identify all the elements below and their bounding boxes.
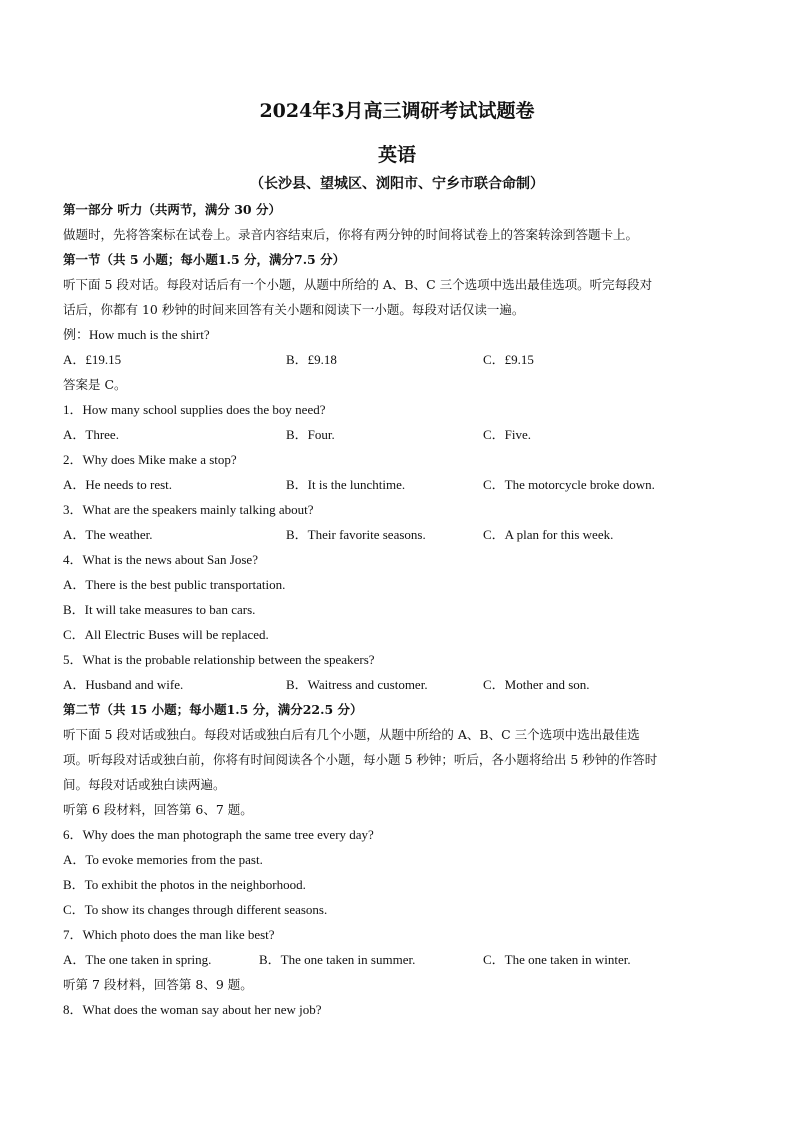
section2-instruction-line2: 项。听每段对话或独白前，你将有时间阅读各个小题，每小题 5 秒钟；听后，各小题将给出 5 秒钟的作答时: [63, 752, 658, 767]
question-7: 7．Which photo does the man like best?: [63, 927, 275, 942]
section2-heading: 第二节（共 15 小题；每小题1.5 分，满分22.5 分）: [63, 702, 363, 717]
q1-option-c: C．Five.: [483, 427, 532, 442]
example-options: [63, 347, 735, 372]
q7-option-c: C．The one taken in winter.: [483, 952, 631, 967]
q2-option-c: C．The motorcycle broke down.: [483, 477, 655, 492]
section1-heading: 第一节（共 5 小题；每小题1.5 分，满分7.5 分）: [63, 252, 346, 267]
q5-option-a: A．Husband and wife.: [63, 677, 184, 692]
q2-option-b: B．It is the lunchtime.: [286, 477, 406, 492]
question-4: 4．What is the news about San Jose?: [63, 552, 258, 567]
part1-heading: 第一部分 听力（共两节，满分 30 分）: [63, 202, 281, 217]
exam-title: 2024年3月高三调研考试试题卷: [259, 100, 535, 122]
question-7-options: [63, 947, 735, 972]
example-answer: 答案是 C。: [63, 377, 127, 392]
q6-option-c: C．To show its changes through different seasons.: [63, 902, 328, 917]
question-2-options: [63, 472, 735, 497]
q6-option-b: B．To exhibit the photos in the neighborhood.: [63, 877, 306, 892]
q1-option-a: A．Three.: [63, 427, 119, 442]
part1-instruction: 做题时，先将答案标在试卷上。录音内容结束后，你将有两分钟的时间将试卷上的答案转涂到答题卡上。: [63, 227, 639, 242]
section2-instruction-line1: 听下面 5 段对话或独白。每段对话或独白后有几个小题，从题中所给的 A、B、C 三个选项中选出最佳选: [63, 727, 640, 742]
q4-option-c: C．All Electric Buses will be replaced.: [63, 627, 269, 642]
example-question: 例：How much is the shirt?: [63, 327, 210, 342]
q2-option-a: A．He needs to rest.: [63, 477, 173, 492]
section2-instruction-line3: 间。每段对话或独白读两遍。: [63, 777, 226, 792]
subject-title: 英语: [377, 144, 416, 166]
q7-option-b: B．The one taken in summer.: [259, 952, 416, 967]
q3-option-b: B．Their favorite seasons.: [286, 527, 426, 542]
question-1: 1．How many school supplies does the boy need?: [63, 402, 326, 417]
q3-option-c: C．A plan for this week.: [483, 527, 614, 542]
question-5: 5．What is the probable relationship between the speakers?: [63, 652, 375, 667]
q4-option-b: B．It will take measures to ban cars.: [63, 602, 256, 617]
section1-instruction-line1: 听下面 5 段对话。每段对话后有一个小题，从题中所给的 A、B、C 三个选项中选出最佳选项。听完每段对: [63, 277, 653, 292]
question-3-options: [63, 522, 735, 547]
material-6-note: 听第 6 段材料，回答第 6、7 题。: [63, 802, 253, 817]
q5-option-c: C．Mother and son.: [483, 677, 590, 692]
material-7-note: 听第 7 段材料，回答第 8、9 题。: [63, 977, 253, 992]
q7-option-a: A．The one taken in spring.: [63, 952, 212, 967]
exam-content: [63, 197, 735, 1022]
section1-instruction-line2: 话后，你都有 10 秒钟的时间来回答有关小题和阅读下一小题。每段对话仅读一遍。: [63, 302, 525, 317]
example-option-c: C．£9.15: [483, 352, 534, 367]
question-2: 2．Why does Mike make a stop?: [63, 452, 237, 467]
issuer-note: （长沙县、望城区、浏阳市、宁乡市联合命制）: [250, 176, 544, 192]
q4-option-a: A．There is the best public transportation.: [63, 577, 286, 592]
example-option-a: A．£19.15: [63, 352, 122, 367]
q5-option-b: B．Waitress and customer.: [286, 677, 428, 692]
question-3: 3．What are the speakers mainly talking about?: [63, 502, 314, 517]
q6-option-a: A．To evoke memories from the past.: [63, 852, 263, 867]
question-5-options: [63, 672, 735, 697]
question-1-options: [63, 422, 735, 447]
q1-option-b: B．Four.: [286, 427, 335, 442]
question-6: 6．Why does the man photograph the same tree every day?: [63, 827, 374, 842]
q3-option-a: A．The weather.: [63, 527, 153, 542]
question-8: 8．What does the woman say about her new job?: [63, 1002, 322, 1017]
example-option-b: B．£9.18: [286, 352, 337, 367]
